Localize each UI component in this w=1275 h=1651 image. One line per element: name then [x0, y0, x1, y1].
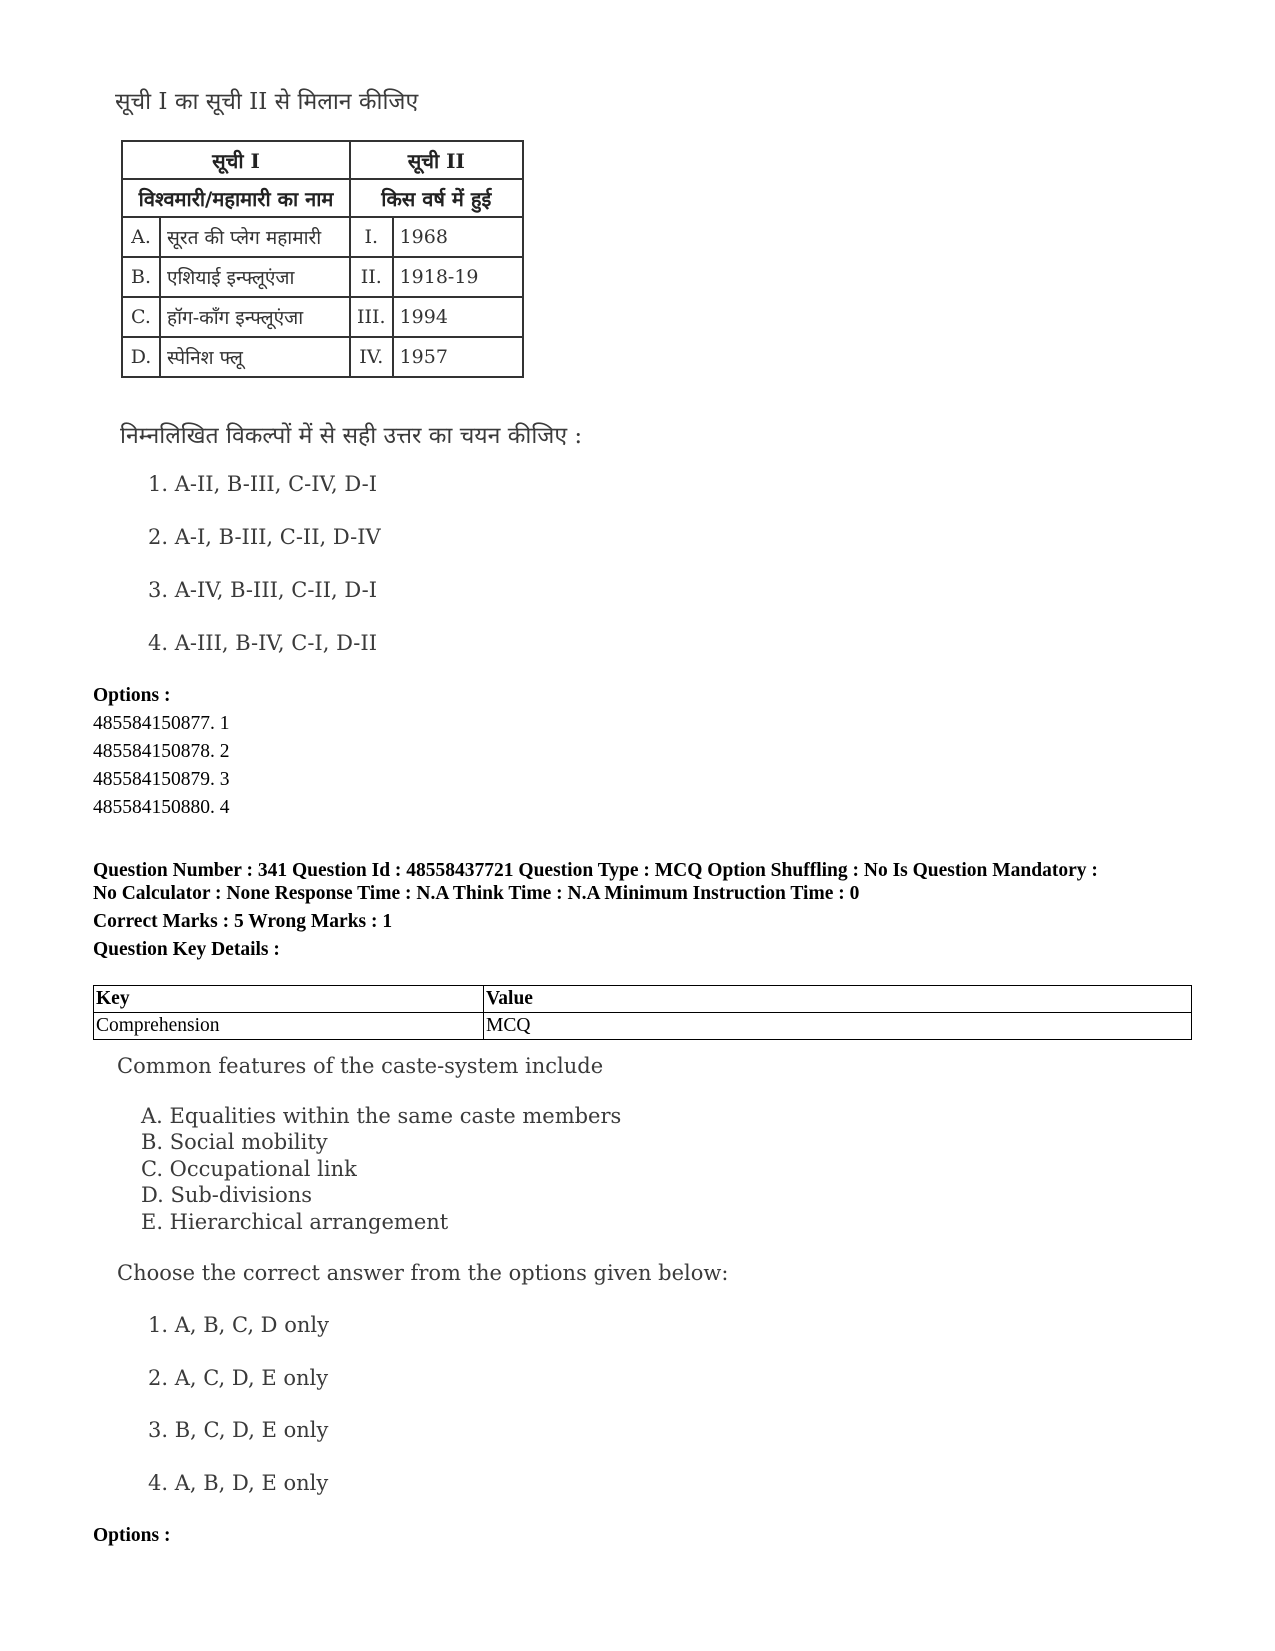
- row-year: 1968: [393, 217, 523, 257]
- statement-e: E. Hierarchical arrangement: [141, 1210, 449, 1234]
- row-roman: III.: [350, 297, 393, 337]
- question-marks: Correct Marks : 5 Wrong Marks : 1: [93, 911, 393, 932]
- english-choice-3: 3. B, C, D, E only: [148, 1418, 329, 1442]
- row-letter: A.: [122, 217, 160, 257]
- question-meta-line-2: No Calculator : None Response Time : N.A Think Time : N.A Minimum Instruction Time : 0: [93, 883, 860, 904]
- key-cell: Comprehension: [94, 1013, 484, 1040]
- english-choice-4: 4. A, B, D, E only: [148, 1471, 329, 1495]
- row-letter: D.: [122, 337, 160, 377]
- value-cell: MCQ: [484, 1013, 1192, 1040]
- options-label: Options :: [93, 685, 171, 706]
- table-row: [94, 986, 1192, 1013]
- list-1-subheader: विश्वमारी/महामारी का नाम: [122, 179, 350, 217]
- row-name: एशियाई इन्फ्लूएंजा: [160, 257, 350, 297]
- value-header: Value: [484, 986, 1192, 1013]
- key-details-label: Question Key Details :: [93, 939, 280, 960]
- list-2-header: सूची II: [350, 141, 523, 179]
- statement-a: A. Equalities within the same caste members: [141, 1104, 622, 1128]
- english-question-prompt: Choose the correct answer from the options given below:: [117, 1261, 729, 1285]
- hindi-choice-2: 2. A-I, B-III, C-II, D-IV: [148, 525, 381, 549]
- hindi-question-prompt: निम्नलिखित विकल्पों में से सही उत्तर का चयन कीजिए :: [120, 423, 583, 449]
- english-choice-2: 2. A, C, D, E only: [148, 1366, 329, 1390]
- hindi-choice-1: 1. A-II, B-III, C-IV, D-I: [148, 472, 377, 496]
- table-row: [122, 337, 523, 377]
- list-2-subheader: किस वर्ष में हुई: [350, 179, 523, 217]
- row-year: 1918-19: [393, 257, 523, 297]
- option-item: 485584150878. 2: [93, 741, 230, 762]
- statement-d: D. Sub-divisions: [141, 1183, 313, 1207]
- option-item: 485584150880. 4: [93, 797, 230, 818]
- row-name: स्पेनिश फ्लू: [160, 337, 350, 377]
- statement-c: C. Occupational link: [141, 1157, 357, 1181]
- option-item: 485584150877. 1: [93, 713, 230, 734]
- statement-b: B. Social mobility: [141, 1130, 328, 1154]
- table-row: [122, 257, 523, 297]
- row-letter: C.: [122, 297, 160, 337]
- hindi-choice-4: 4. A-III, B-IV, C-I, D-II: [148, 631, 377, 655]
- table-row: [94, 1013, 1192, 1040]
- row-letter: B.: [122, 257, 160, 297]
- hindi-question-instruction: सूची I का सूची II से मिलान कीजिए: [115, 89, 419, 115]
- english-choice-1: 1. A, B, C, D only: [148, 1313, 329, 1337]
- key-header: Key: [94, 986, 484, 1013]
- table-row: [122, 297, 523, 337]
- row-name: सूरत की प्लेग महामारी: [160, 217, 350, 257]
- list-1-header: सूची I: [122, 141, 350, 179]
- table-row: [122, 217, 523, 257]
- option-item: 485584150879. 3: [93, 769, 230, 790]
- row-year: 1957: [393, 337, 523, 377]
- row-year: 1994: [393, 297, 523, 337]
- english-question-intro: Common features of the caste-system include: [117, 1054, 604, 1078]
- row-roman: I.: [350, 217, 393, 257]
- row-roman: IV.: [350, 337, 393, 377]
- hindi-choice-3: 3. A-IV, B-III, C-II, D-I: [148, 578, 377, 602]
- row-roman: II.: [350, 257, 393, 297]
- row-name: हॉग-कॉंग इन्फ्लूएंजा: [160, 297, 350, 337]
- question-meta-line-1: Question Number : 341 Question Id : 48558437721 Question Type : MCQ Option Shuffling : No Is Question Mandatory :: [93, 860, 1098, 881]
- key-details-table: [93, 985, 1192, 1040]
- options-label: Options :: [93, 1525, 171, 1546]
- match-table: [121, 140, 524, 378]
